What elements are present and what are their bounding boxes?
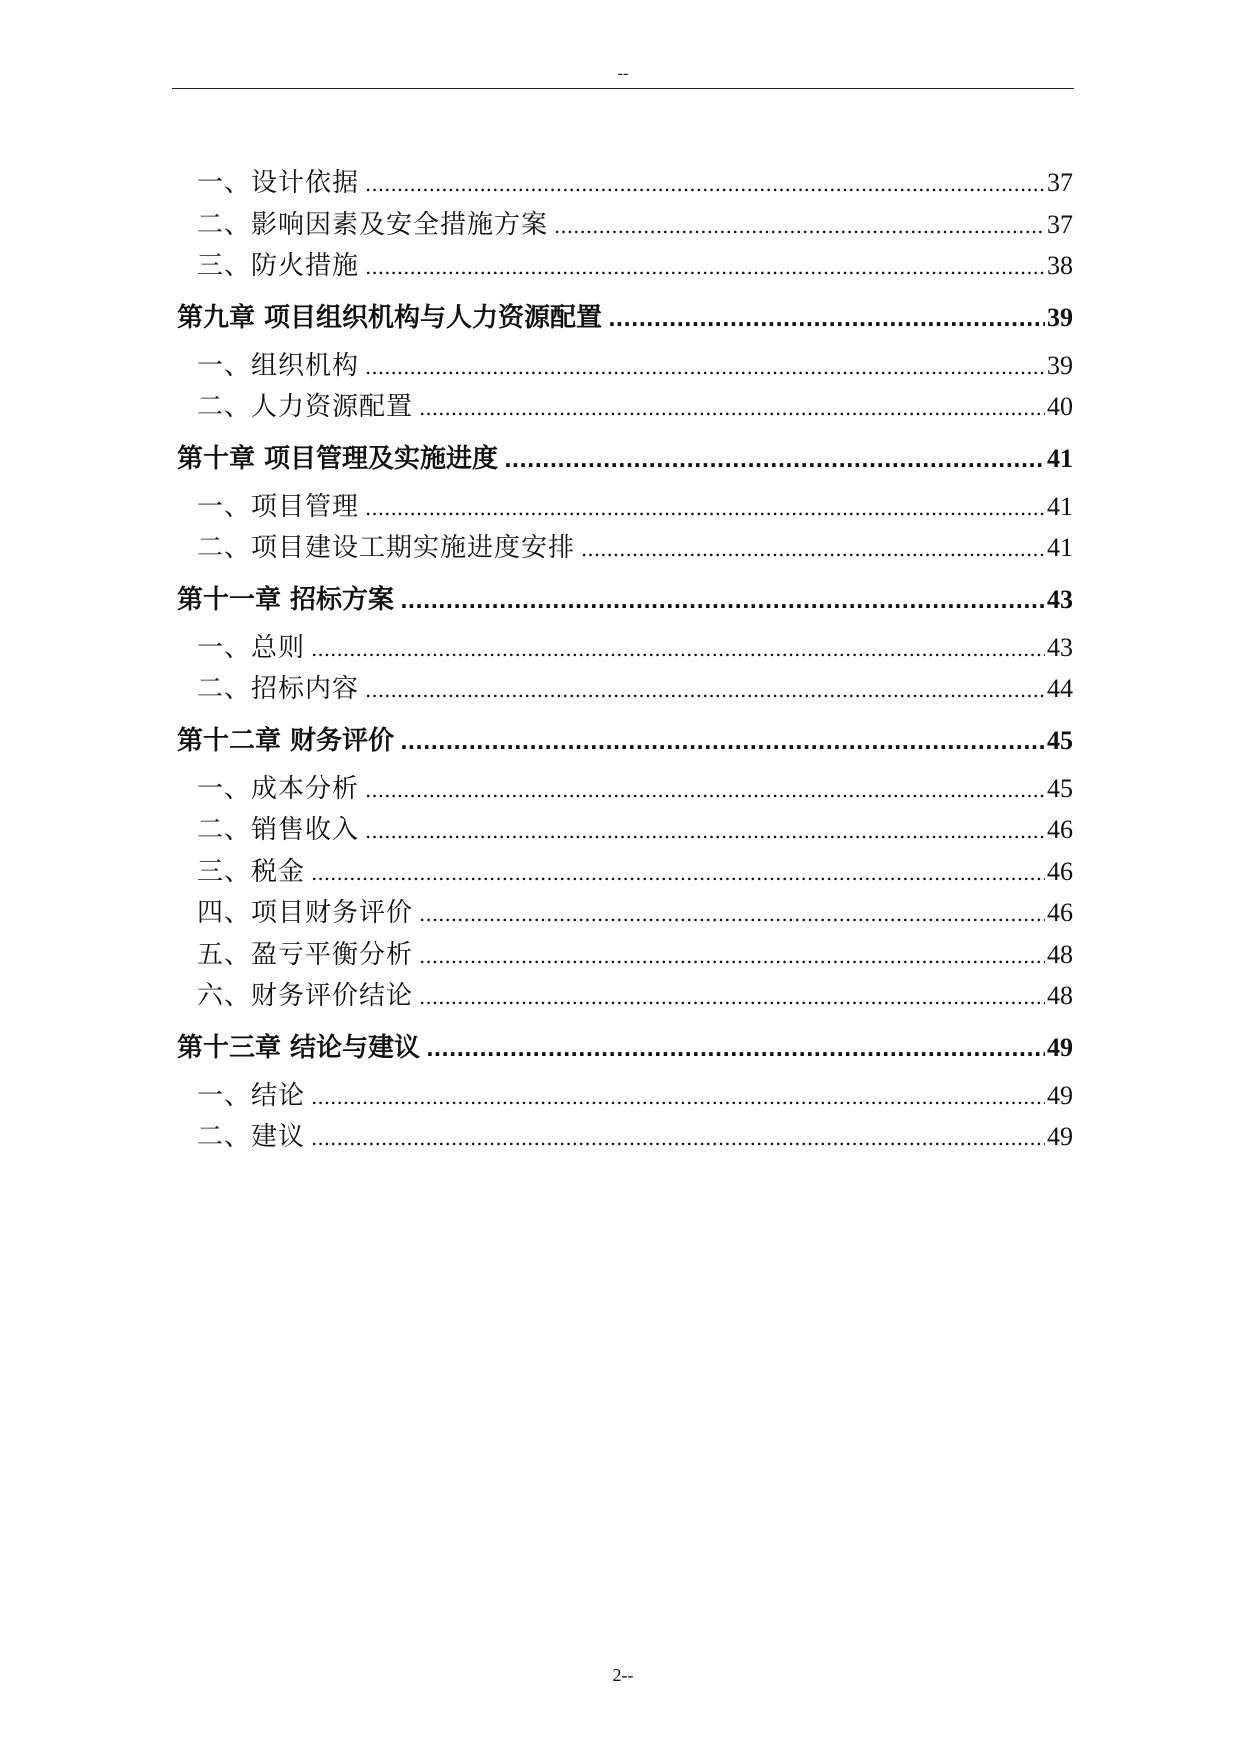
dot-leader bbox=[311, 1077, 1045, 1117]
toc-page-number: 43 bbox=[1047, 632, 1073, 662]
toc-section-entry[interactable] bbox=[177, 892, 1073, 934]
toc-section-entry[interactable] bbox=[177, 851, 1073, 893]
header-rule bbox=[172, 88, 1074, 89]
page-footer: 2-- bbox=[612, 1665, 634, 1685]
toc-page-number: 45 bbox=[1047, 725, 1073, 755]
dot-leader bbox=[311, 853, 1045, 893]
toc-page-number: 38 bbox=[1047, 251, 1073, 280]
toc-chapter-entry[interactable] bbox=[177, 1017, 1073, 1079]
toc-section-entry[interactable] bbox=[177, 627, 1073, 669]
toc-entry-label: 三、税金 bbox=[197, 856, 306, 887]
toc-entry-label: 一、总则 bbox=[197, 632, 306, 663]
toc-entry-label: 五、盈亏平衡分析 bbox=[197, 939, 414, 970]
dot-leader bbox=[365, 347, 1045, 387]
toc-chapter-entry[interactable] bbox=[177, 710, 1073, 772]
toc-chapter-entry[interactable] bbox=[177, 569, 1073, 631]
dot-leader bbox=[365, 670, 1045, 710]
dot-leader bbox=[419, 894, 1045, 934]
toc-entry-label: 一、组织机构 bbox=[197, 350, 360, 381]
dot-leader bbox=[426, 1018, 1045, 1079]
toc-page-number: 40 bbox=[1047, 392, 1073, 421]
toc-page-number: 37 bbox=[1047, 209, 1073, 239]
toc-entry-label: 第十章 项目管理及实施进度 bbox=[177, 443, 499, 474]
toc-section-entry[interactable] bbox=[177, 768, 1073, 810]
toc-page-number: 39 bbox=[1047, 302, 1073, 332]
toc-section-entry[interactable] bbox=[177, 204, 1073, 246]
toc-entry-label: 一、成本分析 bbox=[197, 773, 360, 804]
toc-section-entry[interactable] bbox=[177, 668, 1073, 710]
toc-page-number: 43 bbox=[1047, 584, 1073, 614]
table-of-contents bbox=[177, 162, 1073, 1158]
toc-entry-label: 二、项目建设工期实施进度安排 bbox=[197, 533, 576, 563]
toc-entry-label: 一、设计依据 bbox=[197, 168, 360, 198]
toc-section-entry[interactable] bbox=[177, 486, 1073, 528]
dot-leader bbox=[419, 977, 1045, 1017]
dot-leader bbox=[419, 388, 1045, 428]
toc-page-number: 41 bbox=[1047, 491, 1073, 521]
dot-leader bbox=[365, 247, 1045, 287]
toc-entry-label: 二、影响因素及安全措施方案 bbox=[197, 209, 549, 240]
toc-section-entry[interactable] bbox=[177, 1116, 1073, 1158]
toc-page-number: 46 bbox=[1047, 898, 1073, 927]
toc-section-entry[interactable] bbox=[177, 386, 1073, 428]
toc-section-entry[interactable] bbox=[177, 1075, 1073, 1117]
toc-section-entry[interactable] bbox=[177, 809, 1073, 851]
toc-page-number: 45 bbox=[1047, 773, 1073, 803]
toc-entry-label: 四、项目财务评价 bbox=[197, 898, 414, 928]
toc-page-number: 46 bbox=[1047, 815, 1073, 844]
toc-entry-label: 二、招标内容 bbox=[197, 674, 360, 704]
toc-page-number: 48 bbox=[1047, 939, 1073, 969]
toc-entry-label: 第九章 项目组织机构与人力资源配置 bbox=[177, 302, 603, 333]
toc-entry-label: 一、结论 bbox=[197, 1080, 306, 1111]
toc-section-entry[interactable] bbox=[177, 345, 1073, 387]
toc-chapter-entry[interactable] bbox=[177, 428, 1073, 490]
toc-entry-label: 六、财务评价结论 bbox=[197, 981, 414, 1011]
toc-page-number: 41 bbox=[1047, 533, 1073, 562]
dot-leader bbox=[365, 164, 1045, 204]
toc-page-number: 49 bbox=[1047, 1032, 1073, 1062]
toc-page-number: 48 bbox=[1047, 981, 1073, 1010]
toc-entry-label: 第十二章 财务评价 bbox=[177, 725, 395, 756]
dot-leader bbox=[400, 570, 1045, 631]
page-header: -- bbox=[617, 65, 629, 82]
toc-page-number: 39 bbox=[1047, 350, 1073, 380]
toc-page-number: 37 bbox=[1047, 168, 1073, 197]
dot-leader bbox=[365, 488, 1045, 528]
toc-chapter-entry[interactable] bbox=[177, 287, 1073, 349]
toc-section-entry[interactable] bbox=[177, 245, 1073, 287]
dot-leader bbox=[311, 1118, 1045, 1158]
toc-section-entry[interactable] bbox=[177, 162, 1073, 204]
toc-entry-label: 第十三章 结论与建议 bbox=[177, 1032, 421, 1063]
toc-entry-label: 三、防火措施 bbox=[197, 251, 360, 281]
toc-page-number: 49 bbox=[1047, 1080, 1073, 1110]
toc-entry-label: 二、建议 bbox=[197, 1122, 306, 1152]
toc-entry-label: 第十一章 招标方案 bbox=[177, 584, 395, 615]
toc-page-number: 49 bbox=[1047, 1122, 1073, 1151]
toc-page-number: 41 bbox=[1047, 443, 1073, 473]
dot-leader bbox=[400, 711, 1045, 772]
dot-leader bbox=[365, 811, 1045, 851]
toc-section-entry[interactable] bbox=[177, 975, 1073, 1017]
toc-page-number: 44 bbox=[1047, 674, 1073, 703]
toc-section-entry[interactable] bbox=[177, 934, 1073, 976]
dot-leader bbox=[311, 629, 1045, 669]
dot-leader bbox=[419, 936, 1045, 976]
toc-entry-label: 二、销售收入 bbox=[197, 815, 360, 845]
dot-leader bbox=[608, 288, 1045, 349]
toc-section-entry[interactable] bbox=[177, 527, 1073, 569]
toc-page-number: 46 bbox=[1047, 856, 1073, 886]
toc-entry-label: 一、项目管理 bbox=[197, 491, 360, 522]
dot-leader bbox=[365, 770, 1045, 810]
toc-entry-label: 二、人力资源配置 bbox=[197, 392, 414, 422]
dot-leader bbox=[504, 429, 1045, 490]
dot-leader bbox=[581, 529, 1045, 569]
dot-leader bbox=[554, 206, 1045, 246]
